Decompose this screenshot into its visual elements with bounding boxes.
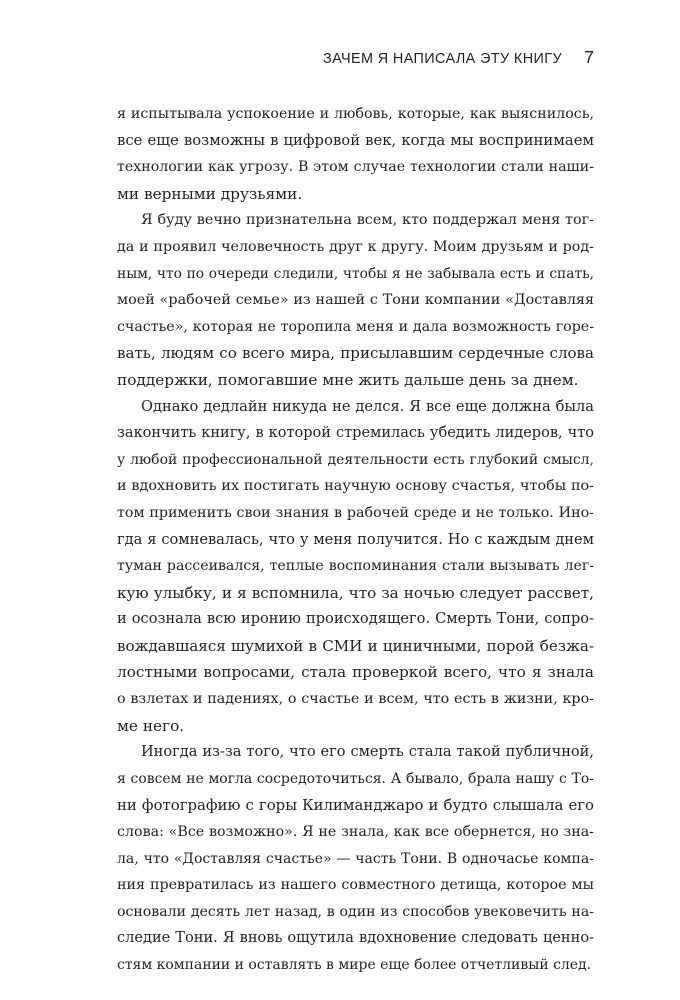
text-line: у любой профессиональной деятельности есть глубокий смысл, xyxy=(117,451,594,468)
text-line: и осознала всю иронию происходящего. Смерть Тони, сопро- xyxy=(117,610,594,628)
text-line: поддержки, помогавшие мне жить дальше день за днем. xyxy=(117,370,579,389)
text-line: счастье», которая не торопила меня и дала возможность горе- xyxy=(117,318,594,335)
text-line: туман рассеивался, теплые воспоминания стали вызывать лег- xyxy=(117,558,594,575)
paragraph-4 xyxy=(117,739,594,978)
paragraph-1 xyxy=(117,101,594,207)
text-line: ме него. xyxy=(117,716,185,735)
text-line: ным, что по очереди следили, чтобы я не забывала есть и спать, xyxy=(117,265,594,282)
text-line: кую улыбку, и я вспомнила, что за ночью следует рассвет, xyxy=(117,583,594,602)
text-line: Я буду вечно признательна всем, кто поддержал меня тог- xyxy=(141,212,594,229)
text-line: технологии как угрозу. В этом случае технологии стали наши- xyxy=(117,159,594,176)
text-line: я совсем не могла сосредоточиться. А бывало, брала нашу с То- xyxy=(117,770,594,787)
text-line: лостными вопросами, стала проверкой всего, что я знала xyxy=(117,663,594,682)
text-line: ла, что «Доставляя счастье» — часть Тони. В одночасье компа- xyxy=(117,850,594,867)
text-line: следие Тони. Я вновь ощутила вдохновение следовать ценно- xyxy=(117,929,594,947)
text-line: ния превратилась из нашего совместного детища, которое мы xyxy=(117,877,594,894)
text-line: все еще возможны в цифровой век, когда мы воспринимаем xyxy=(117,131,594,149)
text-line: Однако дедлайн никуда не делся. Я все еще должна была xyxy=(141,397,594,415)
body-text xyxy=(117,101,594,979)
text-line: гда я сомневалась, что у меня получится. Но с каждым днем xyxy=(117,530,594,548)
text-line: ми верными друзьями. xyxy=(117,184,303,203)
text-line: о взлетах и падениях, о счастье и всем, что есть в жизни, кро- xyxy=(117,691,594,708)
running-title: ЗАЧЕМ Я НАПИСАЛА ЭТУ КНИГУ xyxy=(322,51,562,67)
text-line: основали десять лет назад, в один из способов увековечить на- xyxy=(117,903,594,920)
running-header xyxy=(117,48,594,72)
page-number: 7 xyxy=(584,47,594,67)
paragraph-3 xyxy=(117,394,594,740)
text-line: том применить свои знания в рабочей среде и не только. Ино- xyxy=(117,504,594,521)
text-line: вождавшаяся шумихой в СМИ и циничными, порой безжа- xyxy=(117,636,594,655)
text-line: да и проявил человечность друг к другу. Моим друзьям и род- xyxy=(117,238,594,255)
paragraph-2 xyxy=(117,207,594,393)
text-line: ни фотографию с горы Килиманджаро и будто слышала его xyxy=(117,796,594,815)
text-line: и вдохновить их постигать научную основу счастья, чтобы по- xyxy=(117,478,594,495)
text-line: Иногда из-за того, что его смерть стала такой публичной, xyxy=(141,743,594,761)
text-line: стям компании и оставлять в мире еще более отчетливый след. xyxy=(117,957,592,973)
text-line: закончить книгу, в которой стремилась убедить лидеров, что xyxy=(117,425,594,442)
text-line: я испытывала успокоение и любовь, которые, как выяснилось, xyxy=(117,106,594,122)
text-line: вать, людям со всего мира, присылавшим сердечные слова xyxy=(117,344,594,363)
text-line: слова: «Все возможно». Я не знала, как все обернется, но зна- xyxy=(117,824,594,841)
text-line: моей «рабочей семье» из нашей с Тони компании «Доставляя xyxy=(117,292,594,309)
